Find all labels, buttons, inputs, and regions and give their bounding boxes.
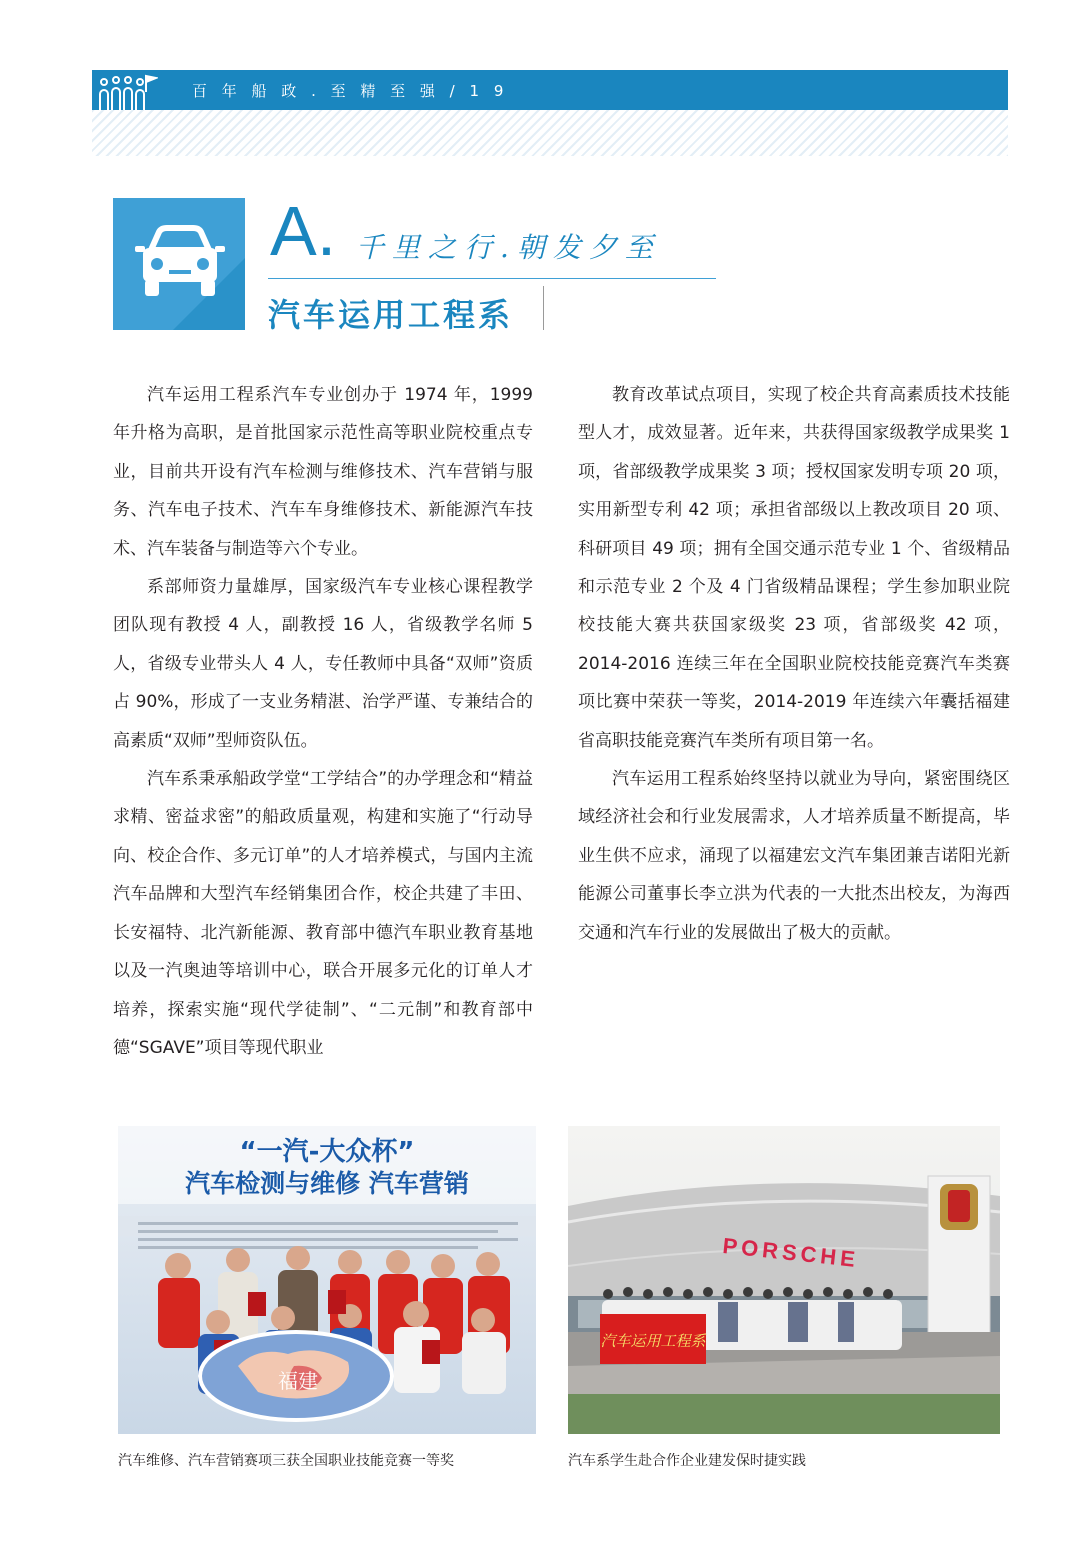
photo-caption-left: 汽车维修、汽车营销赛项三获全国职业技能竞赛一等奖 — [118, 1453, 454, 1469]
header-hatch — [92, 110, 1008, 156]
header-text: 百 年 船 政 . 至 精 至 强 / 1 9 — [192, 82, 509, 100]
paragraph: 汽车运用工程系汽车专业创办于 1974 年，1999 年升格为高职，是首批国家示范性高等职业院校重点专业，目前共开设有汽车检测与维修技术、汽车营销与服务、汽车电子技术、汽车车身维修技术、新能源汽车技术、汽车装备与制造等六个专业。 — [113, 385, 533, 559]
paragraph: 系部师资力量雄厚，国家级汽车专业核心课程教学团队现有教授 4 人，副教授 16 人，省级教学名师 5 人，省级专业带头人 4 人，专任教师中具备“双师”资质占 90%，形成了一支业务精湛、治学严谨、专兼结合的高素质“双师”型师资队伍。 — [113, 577, 533, 751]
department-title: 汽车运用工程系 — [268, 296, 514, 334]
paragraph: 汽车系秉承船政学堂“工学结合”的办学理念和“精益求精、密益求密”的船政质量观，构建和实施了“行动导向、校企合作、多元订单”的人才培养模式，与国内主流汽车品牌和大型汽车经销集团合作，校企共建了丰田、长安福特、北汽新能源、教育部中德汽车职业教育基地以及一汽奥迪等培训中心，联合开展多元化的订单人才培养，探索实施“现代学徒制”、“二元制”和教育部中德“SGAVE”项目等现代职业 — [113, 769, 533, 1058]
paragraph: 汽车运用工程系始终坚持以就业为导向，紧密围绕区域经济社会和行业发展需求，人才培养质量不断提高，毕业生供不应求，涌现了以福建宏文汽车集团兼吉诺阳光新能源公司董事长李立洪为代表的一大批杰出校友，为海西交通和汽车行业的发展做出了极大的贡献。 — [578, 769, 1010, 943]
section-subtitle: 千里之行.朝发夕至 — [356, 231, 661, 264]
award-ceremony-photo — [118, 1126, 536, 1434]
banner-subtitle: 汽车检测与维修 汽车营销 — [185, 1169, 469, 1198]
banner-title: “一汽-大众杯” — [239, 1137, 415, 1167]
title-divider — [268, 278, 716, 279]
paragraph: 教育改革试点项目，实现了校企共育高素质技术技能型人才，成效显著。近年来，共获得国家级教学成果奖 1 项，省部级教学成果奖 3 项；授权国家发明专项 20 项，实用新型专利 42 项；承担省部级以上教改项目 20 项、科研项目 49 项；拥有全国交通示范专业 1 个、省级精品和示范专业 2 个及 4 门省级精品课程；学生参加职业院校技能大赛共获国家级奖 23 项，省部级奖 42 项，2014-2016 连续三年在全国职业院校技能竞赛汽车类赛项比赛中荣获一等奖，2014-2019 年连续六年囊括福建省高职技能竞赛汽车类所有项目第一名。 — [578, 385, 1010, 751]
porsche-sign: PORSCHE — [721, 1232, 861, 1273]
title-vertical-rule — [543, 286, 544, 330]
section-letter: A. — [270, 192, 337, 270]
body-column-left — [113, 376, 533, 1067]
porsche-visit-photo — [568, 1126, 1000, 1434]
map-label: 福建 — [278, 1369, 318, 1393]
body-column-right — [578, 376, 1010, 952]
photo-caption-right: 汽车系学生赴合作企业建发保时捷实践 — [568, 1453, 806, 1469]
flag-text: 汽车运用工程系 — [600, 1332, 706, 1350]
people-logo-icon — [96, 72, 158, 112]
car-icon-box — [113, 198, 245, 330]
